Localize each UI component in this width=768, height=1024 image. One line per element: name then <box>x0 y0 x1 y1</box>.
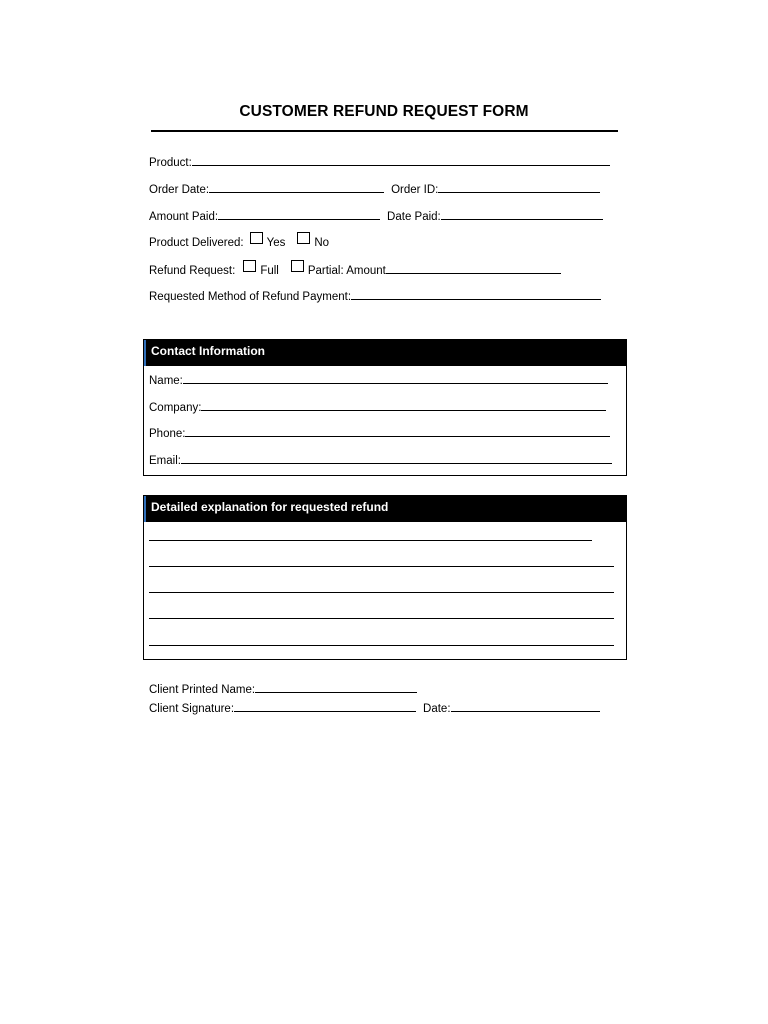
company-field[interactable] <box>201 399 606 411</box>
payment-row <box>149 208 603 224</box>
contact-section <box>143 339 627 476</box>
delivered-no-checkbox[interactable] <box>297 232 310 244</box>
refund-method-label: Requested Method of Refund Payment: <box>149 291 352 303</box>
order-id-label: Order ID: <box>391 184 439 196</box>
order-date-field[interactable] <box>209 181 384 193</box>
explanation-section <box>143 495 627 660</box>
email-label: Email: <box>149 455 181 467</box>
contact-email-row <box>149 452 612 468</box>
refund-full-checkbox[interactable] <box>243 260 256 272</box>
refund-method-field[interactable] <box>351 288 601 300</box>
name-field[interactable] <box>183 372 608 384</box>
email-field[interactable] <box>181 452 612 464</box>
order-row <box>149 181 600 197</box>
printed-name-field[interactable] <box>255 681 417 693</box>
page-title: CUSTOMER REFUND REQUEST FORM <box>239 103 529 120</box>
order-id-field[interactable] <box>438 181 600 193</box>
refund-request-label: Refund Request: <box>149 265 236 277</box>
refund-method-row <box>149 288 601 304</box>
product-field[interactable] <box>192 154 610 166</box>
date-paid-label: Date Paid: <box>387 211 441 223</box>
refund-request-row <box>149 262 561 278</box>
amount-paid-field[interactable] <box>218 208 380 220</box>
date-paid-field[interactable] <box>441 208 603 220</box>
refund-partial-checkbox[interactable] <box>291 260 304 272</box>
delivered-yes-checkbox[interactable] <box>250 232 263 244</box>
order-date-label: Order Date: <box>149 184 210 196</box>
phone-field[interactable] <box>185 425 610 437</box>
product-delivered-row <box>149 235 329 250</box>
delivered-no-label: No <box>314 237 330 249</box>
client-signature-label: Client Signature: <box>149 703 235 715</box>
printed-name-row <box>149 681 417 697</box>
title-divider <box>151 130 618 132</box>
contact-phone-row <box>149 425 610 441</box>
amount-paid-label: Amount Paid: <box>149 211 219 223</box>
refund-full-label: Full <box>260 265 279 277</box>
refund-partial-label: Partial: Amount <box>307 265 386 277</box>
product-label: Product: <box>149 157 192 169</box>
client-signature-field[interactable] <box>234 700 416 712</box>
phone-label: Phone: <box>149 428 186 440</box>
product-row <box>149 154 610 170</box>
explanation-line[interactable] <box>149 566 614 567</box>
explanation-line[interactable] <box>149 645 614 646</box>
product-delivered-label: Product Delivered: <box>149 237 244 249</box>
contact-company-row <box>149 399 606 415</box>
explanation-line[interactable] <box>149 592 614 593</box>
delivered-yes-label: Yes <box>266 237 286 249</box>
explanation-line[interactable] <box>149 618 614 619</box>
name-label: Name: <box>149 375 183 387</box>
contact-section-header: Contact Information <box>144 340 626 366</box>
printed-name-label: Client Printed Name: <box>149 684 256 696</box>
contact-name-row <box>149 372 608 388</box>
explanation-line[interactable] <box>149 540 592 541</box>
partial-amount-field[interactable] <box>386 262 561 274</box>
explanation-section-header: Detailed explanation for requested refund <box>144 496 626 522</box>
signature-date-field[interactable] <box>451 700 600 712</box>
company-label: Company: <box>149 402 202 414</box>
signature-date-label: Date: <box>423 703 451 715</box>
client-signature-row <box>149 700 600 716</box>
